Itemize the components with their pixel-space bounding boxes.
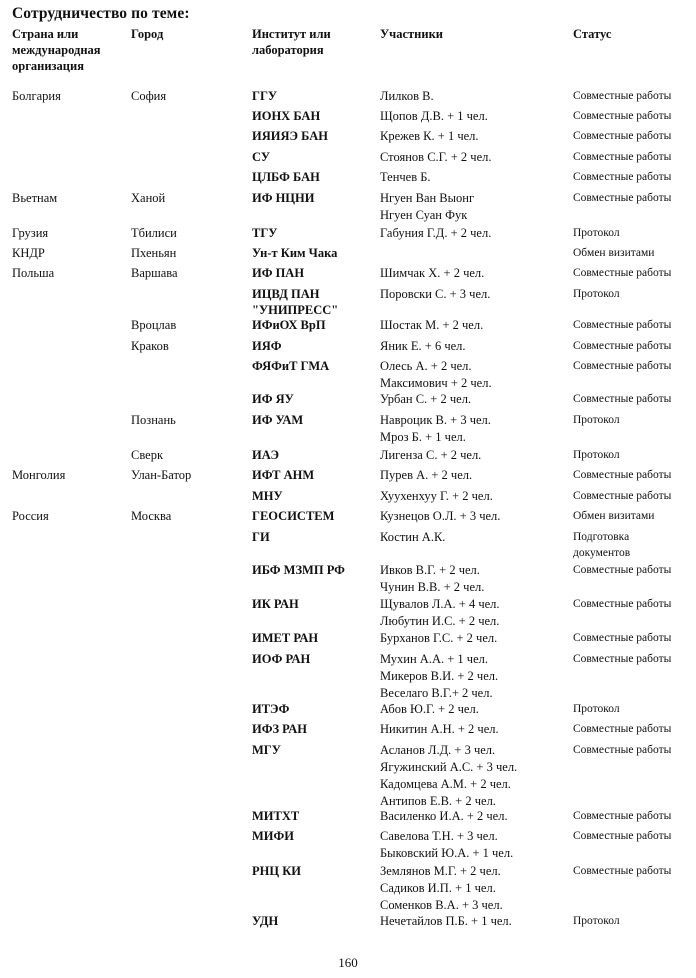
status-cell: Протокол [573,414,620,426]
institute-cell: ГЕОСИСТЕМ [252,509,335,523]
participants-cell: Мухин А.А. + 1 чел. Микеров В.И. + 2 чел. Веселаго В.Г.+ 2 чел. [380,652,499,700]
institute-cell: ИФ ПАН [252,266,305,280]
status-cell: Совместные работы [573,865,672,877]
status-cell: Совместные работы [573,469,672,481]
institute-cell: ЦЛБФ БАН [252,170,320,184]
city-cell: София [131,89,167,103]
city-cell: Ханой [131,191,166,205]
participants-cell: Бурханов Г.С. + 2 чел. [380,631,498,645]
institute-cell: ИФиОХ ВрП [252,318,326,332]
country-cell: Россия [12,509,49,523]
header-line: Город [131,27,164,41]
header-line: лаборатория [252,43,324,57]
status-cell: Подготовка документов [573,531,631,559]
status-cell: Совместные работы [573,564,672,576]
institute-cell: МИТХТ [252,809,300,823]
participants-cell: Навроцик В. + 3 чел. Мроз Б. + 1 чел. [380,413,491,444]
institute-cell: ФЯФиТ ГМА [252,359,330,373]
status-cell: Совместные работы [573,598,672,610]
institute-cell: ИФ НЦНИ [252,191,315,205]
header-participants [380,26,443,42]
participants-cell: Шимчак Х. + 2 чел. [380,266,485,280]
institute-cell: ТГУ [252,226,278,240]
status-cell: Совместные работы [573,319,672,331]
country-cell: Вьетнам [12,191,58,205]
city-cell: Сверк [131,448,164,462]
institute-cell: ИФ ЯУ [252,392,294,406]
institute-cell: МИФИ [252,829,294,843]
participants-cell: Шостак М. + 2 чел. [380,318,484,332]
status-cell: Совместные работы [573,632,672,644]
header-line: Институт или [252,27,331,41]
participants-cell: Кузнецов О.Л. + 3 чел. [380,509,501,523]
institute-cell: ИОНХ БАН [252,109,321,123]
status-cell: Обмен визитами [573,510,655,522]
institute-cell: ИК РАН [252,597,299,611]
participants-cell: Щопов Д.В. + 1 чел. [380,109,488,123]
participants-cell: Нгуен Ван Выонг Нгуен Суан Фук [380,191,475,222]
status-cell: Совместные работы [573,830,672,842]
participants-cell: Костин А.К. [380,530,446,544]
status-cell: Совместные работы [573,490,672,502]
header-line: Страна или [12,27,79,41]
participants-cell: Абов Ю.Г. + 2 чел. [380,702,479,716]
institute-cell: ИЯФ [252,339,282,353]
institute-cell: УДН [252,914,279,928]
participants-cell: Землянов М.Г. + 2 чел. Садиков И.П. + 1 чел. Соменков В.А. + 3 чел. [380,864,503,912]
city-cell: Варшава [131,266,178,280]
status-cell: Протокол [573,915,620,927]
institute-cell: ГГУ [252,89,278,103]
status-cell: Протокол [573,449,620,461]
header-line: Статус [573,27,612,41]
status-cell: Совместные работы [573,151,672,163]
section-title: Сотрудничество по теме: [12,5,190,22]
participants-cell: Лилков В. [380,89,434,103]
institute-cell: ИБФ МЗМП РФ [252,563,345,577]
country-cell: Болгария [12,89,61,103]
status-cell: Совместные работы [573,192,672,204]
status-cell: Совместные работы [573,130,672,142]
country-cell: Польша [12,266,55,280]
header-status [573,26,611,42]
participants-cell: Пурев А. + 2 чел. [380,468,473,482]
header-line: организация [12,59,84,73]
institute-cell: ИФ УАМ [252,413,304,427]
participants-cell: Урбан С. + 2 чел. [380,392,472,406]
participants-cell: Василенко И.А. + 2 чел. [380,809,508,823]
institute-cell: ИТЭФ [252,702,290,716]
status-cell: Совместные работы [573,360,672,372]
status-cell: Протокол [573,703,620,715]
status-cell: Обмен визитами [573,247,655,259]
participants-cell: Щувалов Л.А. + 4 чел. Любутин И.С. + 2 чел. [380,597,500,628]
participants-cell: Габуния Г.Д. + 2 чел. [380,226,492,240]
participants-cell: Тенчев Б. [380,170,431,184]
institute-cell: ИЦВД ПАН "УНИПРЕСС" [252,287,339,317]
institute-cell: ГИ [252,530,270,544]
status-cell: Совместные работы [573,267,672,279]
city-cell: Краков [131,339,169,353]
header-institute [252,26,331,58]
institute-cell: ИФЗ РАН [252,722,307,736]
institute-cell: ИАЭ [252,448,279,462]
participants-cell: Олесь А. + 2 чел. Максимович + 2 чел. [380,359,492,390]
status-cell: Совместные работы [573,810,672,822]
country-cell: КНДР [12,246,45,260]
participants-cell: Стоянов С.Г. + 2 чел. [380,150,492,164]
participants-cell: Никитин А.Н. + 2 чел. [380,722,499,736]
institute-cell: ИЯИЯЭ БАН [252,129,328,143]
participants-cell: Поровски С. + 3 чел. [380,287,491,301]
status-cell: Совместные работы [573,340,672,352]
header-line: международная [12,43,101,57]
participants-cell: Яник Е. + 6 чел. [380,339,466,353]
participants-cell: Савелова Т.Н. + 3 чел. Быковский Ю.А. + 1 чел. [380,829,514,860]
status-cell: Совместные работы [573,393,672,405]
header-country [12,26,101,74]
institute-cell: ИМЕТ РАН [252,631,319,645]
status-cell: Совместные работы [573,653,672,665]
institute-cell: МНУ [252,489,283,503]
city-cell: Пхеньян [131,246,177,260]
status-cell: Совместные работы [573,171,672,183]
city-cell: Улан-Батор [131,468,192,482]
status-cell: Совместные работы [573,744,672,756]
city-cell: Тбилиси [131,226,177,240]
participants-cell: Асланов Л.Д. + 3 чел. Ягужинский А.С. + 3 чел. Кадомцева А.М. + 2 чел. Антипов Е.В. + 2 чел. [380,743,518,808]
city-cell: Вроцлав [131,318,177,332]
institute-cell: СУ [252,150,271,164]
city-cell: Москва [131,509,172,523]
participants-cell: Нечетайлов П.Б. + 1 чел. [380,914,512,928]
city-cell: Познань [131,413,176,427]
status-cell: Протокол [573,288,620,300]
institute-cell: МГУ [252,743,281,757]
participants-cell: Хуухенхуу Г. + 2 чел. [380,489,493,503]
header-line: Участники [380,27,443,41]
institute-cell: РНЦ КИ [252,864,301,878]
status-cell: Протокол [573,227,620,239]
country-cell: Монголия [12,468,66,482]
participants-cell: Ивков В.Г. + 2 чел. Чунин В.В. + 2 чел. [380,563,485,594]
participants-cell: Крежев К. + 1 чел. [380,129,479,143]
institute-cell: ИОФ РАН [252,652,311,666]
status-cell: Совместные работы [573,110,672,122]
participants-cell: Лигенза С. + 2 чел. [380,448,482,462]
institute-cell: ИФТ АНМ [252,468,315,482]
country-cell: Грузия [12,226,49,240]
page-number: 160 [338,955,358,970]
status-cell: Совместные работы [573,90,672,102]
institute-cell: Ун-т Ким Чака [252,246,338,260]
header-city [131,26,163,42]
status-cell: Совместные работы [573,723,672,735]
